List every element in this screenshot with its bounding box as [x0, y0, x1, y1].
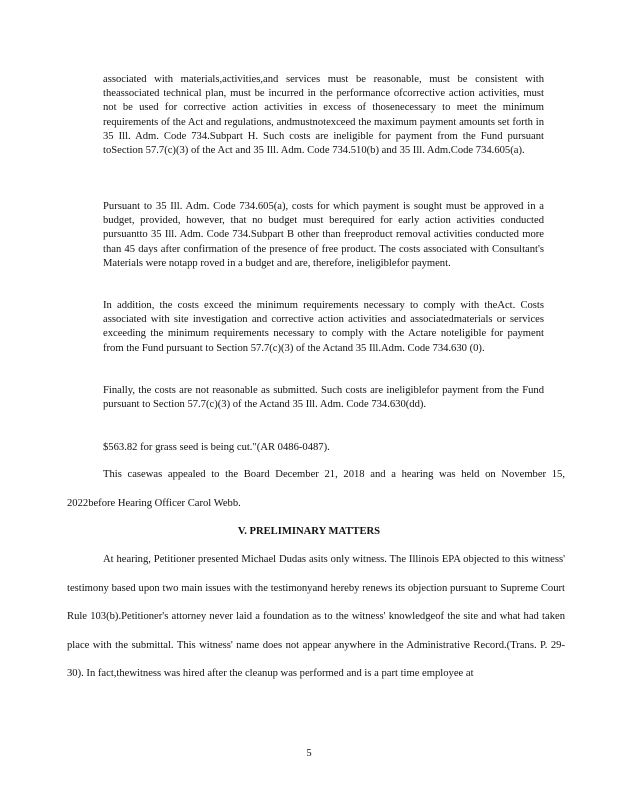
- section-heading: V. PRELIMINARY MATTERS: [237, 526, 381, 537]
- quote-paragraph-costs-materials: associated with materials,activities,and services must be reasonable, must be consistent with theassociated technical plan, must be incurred in the performance ofcorrective action activities, must not be used for corrective action activities in excess of thosenecessary to meet the minimum requirements of the Act and regulations, andmustnotexceed the maximum payment amounts set forth in 35 Ill. Adm. Code 734.Subpart H. Such costs are ineligible for payment from the Fund pursuant toSection 57.7(c)(3) of the Act and 35 Ill. Adm. Code 734.510(b) and 35 Ill. Adm.Code 734.605(a).: [103, 74, 544, 157]
- body-paragraph-preliminary: At hearing, Petitioner presented Michael Dudas asits only witness. The Illinois EPA objected to this witness' testimony based upon two main issues with the testimonyand hereby renews its objection pursuant to Supreme Court Rule 103(b).Petitioner's attorney never laid a foundation as to the witness' knowledgeof the site and what had taken place with the submittal. This witness' name does not appear anywhere in the Administrative Record.(Trans. P. 29-30). In fact,thewitness was hired after the cleanup was performed and is a part time employee at: [67, 554, 565, 680]
- page-number: 5: [306, 748, 312, 759]
- quote-paragraph-minimum-requirements: In addition, the costs exceed the minimum requirements necessary to comply with theAct. Costs associated with site investigation and corrective action activities and associatedmaterials or services exceeding the minimum requirements necessary to comply with the Actare noteligible for payment from the Fund pursuant to Section 57.7(c)(3) of the Actand 35 Ill.Adm. Code 734.630 (0).: [103, 300, 544, 354]
- quote-paragraph-not-reasonable: Finally, the costs are not reasonable as submitted. Such costs are ineligiblefor payment from the Fund pursuant to Section 57.7(c)(3) of the Actand 35 Ill. Adm. Code 734.630(dd).: [103, 385, 544, 411]
- quote-last-line: $563.82 for grass seed is being cut."(AR 0486-0487).: [103, 442, 330, 453]
- quote-paragraph-budget-approval: Pursuant to 35 Ill. Adm. Code 734.605(a), costs for which payment is sought must be approved in a budget, provided, however, that no budget must berequired for early action activities conducted pursuantto 35 Ill. Adm. Code 734.Subpart B other than freeproduct removal activities conducted more than 45 days after confirmation of the presence of free product. The costs associated with Consultant's Materials were notapp roved in a budget and are, therefore, ineligiblefor payment.: [103, 201, 544, 269]
- body-paragraph-appeal: This casewas appealed to the Board December 21, 2018 and a hearing was held on November 15, 2022before Hearing Officer Carol Webb.: [67, 469, 565, 509]
